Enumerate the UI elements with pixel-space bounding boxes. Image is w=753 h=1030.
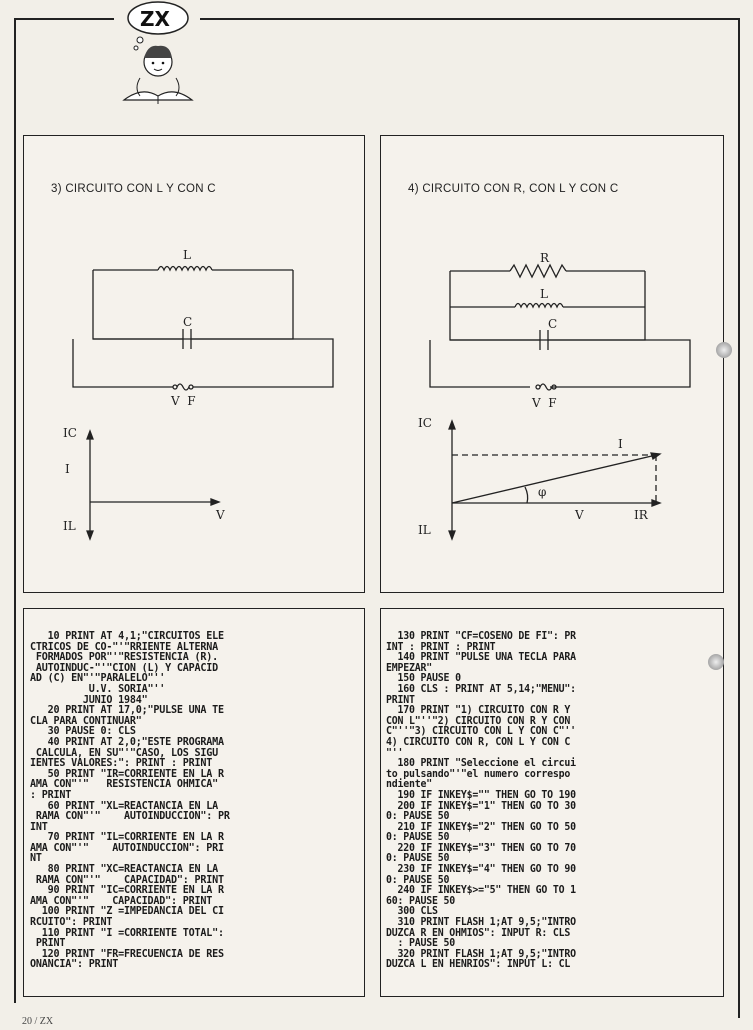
label-il: IL	[418, 523, 431, 537]
label-ir: IR	[634, 508, 648, 522]
label-ic: IC	[418, 416, 432, 430]
binder-hole	[708, 654, 724, 670]
label-i: I	[65, 462, 70, 476]
logo-text: ZX	[140, 7, 170, 31]
label-v: V	[575, 508, 584, 522]
panel-title: 4) CIRCUITO CON R, CON L Y CON C	[408, 183, 619, 195]
label-l: L	[540, 287, 548, 301]
label-r: R	[540, 251, 550, 265]
basic-listing-left: 10 PRINT AT 4,1;"CIRCUITOS ELE CTRICOS DE CO-"'"RRIENTE ALTERNA FORMADOS POR"'"RESISTENCIA (R). AUTOINDUC-"'"CION (L) Y CAPACID AD (C) EN"'"PARALELO"'' U.V. SORIA"'' JUNIO 1984" 20 PRINT AT 17,0;"PULSE UNA TE CLA PARA CONTINUAR" 30 PAUSE 0: CLS 40 PRINT AT 2,0;"ESTE PROGRAMA CALCULA, EN SU"'"CASO, LOS SIGU IENTES VALORES:": PRINT : PRINT 50 PRINT "IR=CORRIENTE EN LA R AMA CON"'" RESISTENCIA OHMICA" : PRINT 60 PRINT "XL=REACTANCIA EN LA RAMA CON"'" AUTOINDUCCION": PR INT 70 PRINT "IL=CORRIENTE EN LA R AMA CON"'" AUTOINDUCCION": PRI NT 80 PRINT "XC=REACTANCIA EN LA RAMA CON"'" CAPACIDAD": PRINT 90 PRINT "IC=CORRIENTE EN LA R AMA CON"'" CAPACIDAD": PRINT 100 PRINT "Z =IMPEDANCIA DEL CI RCUITO": PRINT 110 PRINT "I =CORRIENTE TOTAL": PRINT 120 PRINT "FR=FRECUENCIA DE RES ONANCIA": PRINT	[30, 631, 230, 971]
zx-mascot-logo	[110, 0, 200, 110]
label-l: L	[183, 248, 191, 262]
page-border-top	[200, 18, 738, 20]
label-vf: V F	[532, 396, 557, 410]
page-number-footer: 20 / ZX	[22, 1016, 54, 1027]
page-border-right	[738, 18, 740, 1018]
label-i: I	[618, 437, 623, 451]
label-vf: V F	[171, 394, 196, 408]
label-il: IL	[63, 519, 76, 533]
label-v: V	[216, 508, 225, 522]
label-ic: IC	[63, 426, 77, 440]
page-border-top	[14, 18, 114, 20]
label-phi: φ	[538, 485, 547, 499]
label-c: C	[548, 317, 558, 331]
circuit-diagram-lc	[23, 135, 363, 591]
panel-title: 3) CIRCUITO CON L Y CON C	[51, 183, 216, 195]
circuit-diagram-rlc	[380, 135, 722, 591]
label-c: C	[183, 315, 193, 329]
binder-hole	[716, 342, 732, 358]
page-border-left	[14, 18, 16, 1003]
basic-listing-right: 130 PRINT "CF=COSENO DE FI": PR INT : PRINT : PRINT 140 PRINT "PULSE UNA TECLA PARA EMPEZAR" 150 PAUSE 0 160 CLS : PRINT AT 5,14;"MENU": PRINT 170 PRINT "1) CIRCUITO CON R Y CON L"''"2) CIRCUITO CON R Y CON C"''"3) CIRCUITO CON L Y CON C"'' 4) CIRCUITO CON R, CON L Y CON C "'' 180 PRINT "Seleccione el circui to pulsando"'"el numero correspo ndiente" 190 IF INKEY$="" THEN GO TO 190 200 IF INKEY$="1" THEN GO TO 30 0: PAUSE 50 210 IF INKEY$="2" THEN GO TO 50 0: PAUSE 50 220 IF INKEY$="3" THEN GO TO 70 0: PAUSE 50 230 IF INKEY$="4" THEN GO TO 90 0: PAUSE 50 240 IF INKEY$>="5" THEN GO TO 1 60: PAUSE 50 300 CLS 310 PRINT FLASH 1;AT 9,5;"INTRO DUZCA R EN OHMIOS": INPUT R: CLS : PAUSE 50 320 PRINT FLASH 1;AT 9,5;"INTRO DUZCA L EN HENRIOS": INPUT L: CL	[386, 631, 576, 971]
